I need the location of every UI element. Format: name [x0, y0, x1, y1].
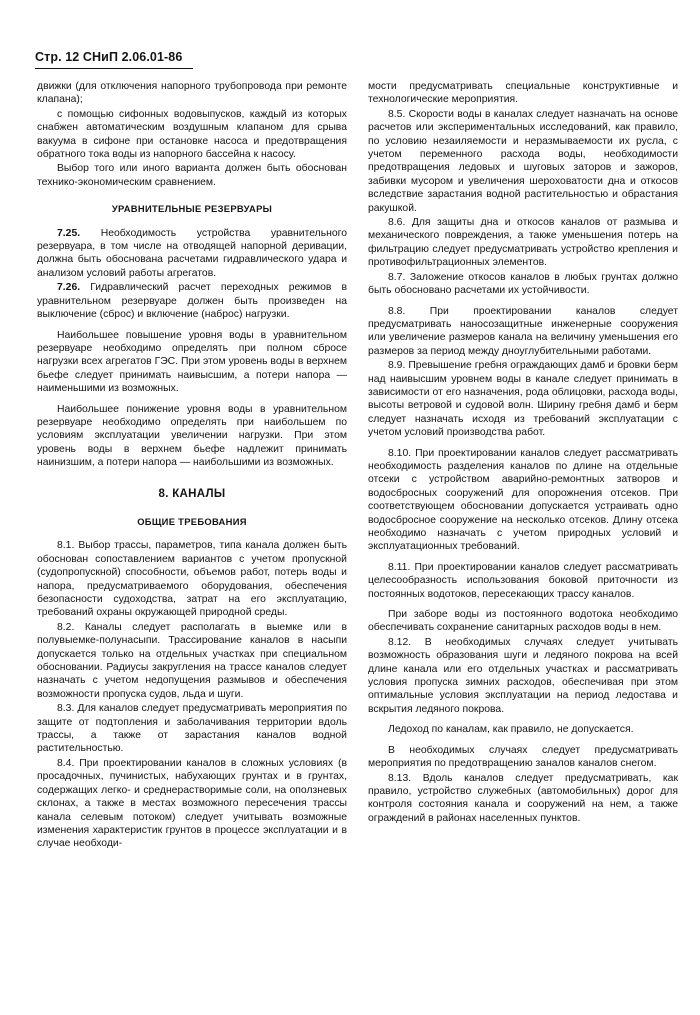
clause-text: При проектировании каналов следует рассматривать необходимость разделения каналов по длине на отдельные отсеки с устройством аварийно-ремонтных затворов и водосбросных сооружений для опорожнения отсеков. При соответствующем обосновании допускается устраивать одно водосбросное сооружение на несколько отсеков. Длину отсека необходимо назначать с учетом природных условий и эксплуатационных требований.: [368, 447, 678, 553]
paragraph: При заборе воды из постоянного водотока необходимо обеспечивать сохранение санитарных расходов воды в нем.: [368, 609, 678, 634]
paragraph: Выбор того или иного варианта должен быть обоснован технико-экономическим сравнением.: [37, 163, 347, 188]
paragraph: Наибольшее повышение уровня воды в уравнительном резервуаре необходимо определять при полном сбросе нагрузки всех агрегатов ГЭС. При этом уровень воды в верхнем бьефе следует принимать наивысшим, а потери напора — наименьшими из возможных.: [37, 329, 347, 395]
paragraph: движки (для отключения напорного трубопровода при ремонте клапана);: [37, 81, 347, 106]
clause-8-1: [37, 539, 347, 619]
clause-number: 7.26.: [57, 282, 81, 294]
header-underline: [35, 68, 193, 69]
clause-text: В необходимых случаях следует учитывать возможность образования шуги и ледяного покрова на всей длине канала или его отдельных участках и рассматривать условия пропуска зимних расходов, обеспечивая при этом оптимальные условия эксплуатации на период ледостава и вскрытия ледяного покрова.: [368, 636, 678, 715]
clause-number: 8.2.: [57, 621, 75, 633]
clause-text: При проектировании каналов следует предусматривать наносозащитные инженерные сооружения или увеличение размеров канала на величину уменьшения его размеров за период между дноуглубительными работами.: [368, 305, 678, 357]
paragraph: Ледоход по каналам, как правило, не допускается.: [388, 724, 634, 736]
right-column: [368, 80, 678, 826]
clause-8-5: [368, 108, 678, 215]
clause-number: 8.8.: [388, 305, 406, 317]
clause-number: 7.25.: [57, 227, 81, 239]
clause-number: 8.7.: [388, 271, 406, 283]
clause-text: Гидравлический расчет переходных режимов в уравнительном резервуаре должен быть произведен на выключение (сброс) и включение (наброс) нагрузки.: [37, 282, 347, 321]
clause-text: Выбор трассы, параметров, типа канала должен быть обоснован сопоставлением вариантов с учетом пропускной (судопропускной) способности, объемов работ, потерь воды и напора, предусматриваемого оборудования, обеспечения безопасности судоходства, затрат на его эксплуатацию, требований охраны окружающей природной среды.: [37, 540, 347, 619]
left-column: [37, 80, 347, 852]
clause-text: Каналы следует располагать в выемке или в полувыемке-полунасыпи. Трассирование каналов в насыпи допускается только на отдельных участках при специальном обосновании. Радиусы закругления на трассе каналов следует назначать с учетом недопущения размывов и обеспечения возможности пропуска судов, льда и шуги.: [37, 621, 347, 700]
clause-text: Вдоль каналов следует предусматривать, как правило, устройство служебных (автомобильных) дорог для контроля состояния канала и сооружений на нем, а также ограждений в районах населенных пунктов.: [368, 772, 678, 824]
clause-number: 8.3.: [57, 703, 75, 715]
clause-7-25: [37, 227, 347, 281]
clause-text: Заложение откосов каналов в любых грунтах должно быть обосновано расчетами их устойчивости.: [368, 271, 678, 297]
paragraph: Наибольшее понижение уровня воды в уравнительном резервуаре необходимо определять при наибольшем по условиям эксплуатации увеличении нагрузки. При этом уровень воды в верхнем бьефе надлежит принимать наинизшим, а потери напора — наибольшими из возможных.: [37, 403, 347, 469]
clause-8-4: [37, 757, 347, 851]
clause-8-3: [37, 702, 347, 756]
paragraph: с помощью сифонных водовыпусков, каждый из которых снабжен автоматическим воздушным клапаном для срыва вакуума в сифоне при остановке насоса и предотвращения обратного тока воды из напорного бассейна к насосу.: [37, 108, 347, 161]
clause-8-12: [368, 636, 678, 716]
clause-8-9: [368, 359, 678, 439]
clause-text: Для каналов следует предусматривать мероприятия по защите от подтопления и заболачивания территории вдоль трассы, а также от зарастания каналов водной растительностью.: [37, 703, 347, 755]
clause-text: При проектировании каналов следует рассматривать целесообразность использования боковой приточности из постоянных водотоков, пересекающих трассу каналов.: [368, 561, 678, 600]
clause-number: 8.11.: [388, 561, 411, 573]
clause-text: Для защиты дна и откосов каналов от размыва и механического повреждения, а также уменьшения потерь на фильтрацию следует предусматривать устройство крепления и противофильтрационных элементов.: [368, 217, 678, 269]
clause-text: Необходимость устройства уравнительного резервуара, в том числе на отводящей напорной деривации, должна быть обоснована расчетами гидравлического удара и анализом условий работы агрегатов.: [37, 227, 347, 279]
page-header: Стр. 12 СНиП 2.06.01-86: [35, 50, 183, 64]
subsection-heading-reservoirs: УРАВНИТЕЛЬНЫЕ РЕЗЕРВУАРЫ: [111, 203, 273, 215]
clause-text: Скорости воды в каналах следует назначать на основе расчетов или экспериментальных исследований, как правило, по условию незаиляемости и неразмываемости их русла, с учетом переменного расхода воды, необходимости предотвращения ледовых и шуговых заторов и зажоров, забивки мусором и увеличения шероховатости дна и откосов вследствие зарастания водной растительностью и обрастания ракушкой.: [368, 108, 678, 214]
clause-8-13: [368, 772, 678, 826]
clause-number: 8.10.: [388, 447, 412, 459]
section-heading-canals: 8. КАНАЛЫ: [158, 487, 226, 500]
clause-8-8: [368, 305, 678, 359]
clause-number: 8.9.: [388, 360, 406, 372]
clause-number: 8.1.: [57, 540, 75, 552]
clause-8-10: [368, 447, 678, 554]
clause-number: 8.13.: [388, 772, 412, 784]
clause-number: 8.4.: [57, 757, 75, 769]
clause-text: При проектировании каналов в сложных условиях (в просадочных, пучинистых, набухающих грунтах и в грунтах, содержащих легко- и среднерастворимые соли, на оползневых склонах, а также в местах возможного пересечения трассы канала селевым потоком) следует учитывать возможные изменения характеристик грунтов в процессе эксплуатации и в случае необходи-: [37, 757, 347, 850]
clause-number: 8.12.: [388, 636, 412, 648]
clause-8-6: [368, 216, 678, 270]
clause-8-11: [368, 561, 678, 601]
clause-number: 8.6.: [388, 217, 406, 229]
clause-text: Превышение гребня ограждающих дамб и бровки берм над наивысшим уровнем воды в канале следует принимать в зависимости от его назначения, рода облицовки, расхода воды, высоты ветровой и судовой волн. Ширину гребня дамб и берм следует назначать исходя из требований эксплуатации с учетом условий производства работ.: [368, 360, 678, 439]
clause-number: 8.5.: [388, 108, 406, 120]
paragraph: мости предусматривать специальные конструктивные и технологические мероприятия.: [368, 81, 678, 106]
paragraph: В необходимых случаях следует предусматривать мероприятия по предотвращению заналов каналов снегом.: [368, 744, 678, 770]
subsection-heading-general: ОБЩИЕ ТРЕБОВАНИЯ: [137, 515, 247, 527]
clause-8-7: [368, 271, 678, 298]
clause-7-26: [37, 281, 347, 321]
clause-8-2: [37, 621, 347, 701]
